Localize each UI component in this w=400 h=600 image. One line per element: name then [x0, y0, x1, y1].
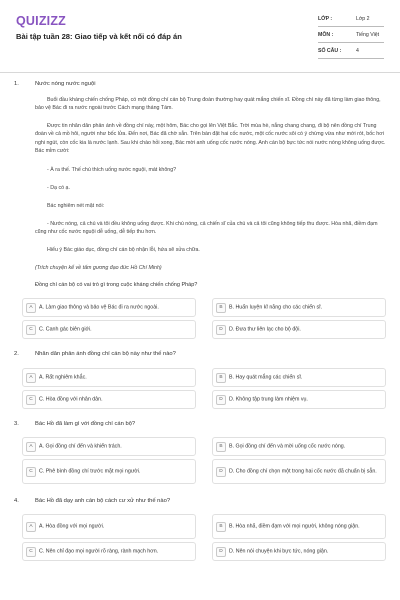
question-number: 2.	[14, 351, 19, 357]
answer-option[interactable]	[22, 542, 196, 561]
meta-underline	[318, 26, 384, 27]
quizizz-logo: QUIZIZZ	[16, 14, 67, 28]
meta-label: MÔN :	[318, 32, 334, 38]
answer-option[interactable]	[212, 298, 386, 317]
option-letter: C	[26, 467, 36, 477]
option-letter: D	[216, 547, 226, 557]
option-text: D. Cho đồng chí chọn một trong hai cốc nước đã chuẩn bị sẵn.	[229, 467, 377, 474]
option-letter: D	[216, 325, 226, 335]
meta-label: LỚP :	[318, 16, 333, 22]
option-text: D. Nên nói chuyện khi bực tức, nóng giận.	[229, 547, 329, 554]
answer-option[interactable]	[22, 437, 196, 456]
passage-heading: Nước nóng nước nguội	[35, 81, 96, 87]
answer-option[interactable]	[212, 459, 386, 484]
answer-option[interactable]	[212, 368, 386, 387]
option-letter: B	[216, 373, 226, 383]
answer-option[interactable]	[22, 459, 196, 484]
question-number: 3.	[14, 421, 19, 427]
question-text: Đồng chí cán bộ có vai trò gì trong cuộc kháng chiến chống Pháp?	[35, 282, 198, 288]
option-text: A. Gọi đồng chí đến và khiển trách.	[39, 442, 122, 449]
question-number: 1.	[14, 81, 19, 87]
option-text: B. Huấn luyện kĩ năng cho các chiến sĩ.	[229, 303, 323, 310]
question-text: Nhân dân phản ánh đồng chí cán bộ này như thế nào?	[35, 351, 176, 357]
meta-label: SỐ CÂU :	[318, 48, 342, 54]
passage-paragraph: Bác nghiêm nét mặt nói:	[47, 203, 105, 209]
option-letter: A	[26, 442, 36, 452]
answer-option[interactable]	[22, 320, 196, 339]
option-text: C. Hòa đồng với nhân dân.	[39, 395, 103, 402]
worksheet-header	[0, 0, 400, 68]
passage-paragraph: - Nước nóng, cả chú và tôi đều không uống được. Khi chú nóng, cả chiến sĩ của chú và cả tôi cũng không tiếp thu được. Hòa nhã, điềm đạm cũng như cốc nước nguội dễ uống, dễ tiếp thu hơn.	[35, 221, 378, 236]
meta-value: Tiếng Việt	[356, 32, 380, 38]
passage-paragraph: - Dạ có ạ.	[47, 185, 70, 191]
answer-option[interactable]	[22, 390, 196, 409]
option-letter: D	[216, 467, 226, 477]
option-letter: A	[26, 303, 36, 313]
worksheet-title: Bài tập tuần 28: Giao tiếp và kết nối có đáp án	[16, 32, 182, 41]
option-letter: B	[216, 442, 226, 452]
option-letter: C	[26, 325, 36, 335]
answer-option[interactable]	[22, 368, 196, 387]
question-text: Bác Hồ đã làm gì với đồng chí cán bộ?	[35, 421, 136, 427]
option-letter: B	[216, 303, 226, 313]
option-letter: C	[26, 395, 36, 405]
option-text: B. Hòa nhã, điềm đạm với mọi người, không nóng giận.	[229, 522, 360, 529]
option-text: B. Gọi đồng chí đến và mời uống cốc nước nóng.	[229, 442, 346, 449]
option-letter: A	[26, 522, 36, 532]
option-text: D. Đưa thư liên lạc cho bộ đội.	[229, 325, 301, 332]
question-number: 4.	[14, 498, 19, 504]
meta-underline	[318, 58, 384, 59]
answer-option[interactable]	[212, 514, 386, 539]
option-letter: C	[26, 547, 36, 557]
option-text: C. Canh gác biên giới.	[39, 325, 92, 332]
option-letter: D	[216, 395, 226, 405]
answer-option[interactable]	[212, 390, 386, 409]
meta-underline	[318, 42, 384, 43]
option-text: A. Làm giao thông và bảo vệ Bác đi ra nước ngoài.	[39, 303, 159, 310]
answer-option[interactable]	[212, 320, 386, 339]
answer-option[interactable]	[22, 514, 196, 539]
passage-source-note: (Trích chuyện kể về tấm gương đạo đức Hồ Chí Minh)	[35, 265, 162, 271]
option-text: A. Rất nghiêm khắc.	[39, 373, 87, 380]
question-text: Bác Hồ đã dạy anh cán bộ cách cư xử như thế nào?	[35, 498, 171, 504]
option-text: B. Hay quát mắng các chiến sĩ.	[229, 373, 303, 380]
option-letter: B	[216, 522, 226, 532]
passage-paragraph: Được tin nhân dân phản ánh về đồng chí này, một hôm, Bác cho gọi lên Việt Bắc. Trời mùa hè, nắng chang chang, đi bộ nên đồng chí Trung đoàn về cả mồ hôi, người như bốc lửa. Đến nơi, Bác đã chờ sẵn. Trên bàn đặt hai cốc nước, một cốc nước sôi có ý chừng vừa như mới rót, bốc hơi nghi ngút, còn cốc kia là nước lạnh. Sau khi chào hỏi xong, Bác mời anh uống cốc nước nóng. Anh cán bộ bực tức nói nước nóng không uống được. Bác mỉm cười:	[35, 123, 386, 155]
option-text: A. Hòa đồng với mọi người.	[39, 522, 105, 529]
passage-paragraph: - À ra thế. Thế chú thích uống nước nguội, mát không?	[47, 167, 177, 173]
meta-value: Lớp 2	[356, 16, 370, 22]
option-text: D. Không tập trung làm nhiệm vụ.	[229, 395, 308, 402]
answer-option[interactable]	[212, 437, 386, 456]
passage-paragraph: Hiểu ý Bác giáo dục, đồng chí cán bộ nhận lỗi, hứa sẽ sửa chữa.	[47, 247, 200, 253]
header-divider	[0, 72, 400, 73]
meta-value: 4	[356, 48, 359, 54]
option-text: C. Nên chỉ đạo mọi người rõ ràng, rành mạch hơn.	[39, 547, 159, 554]
option-text: C. Phê bình đồng chí trước mặt mọi người.	[39, 467, 141, 474]
answer-option[interactable]	[212, 542, 386, 561]
answer-option[interactable]	[22, 298, 196, 317]
option-letter: A	[26, 373, 36, 383]
passage-paragraph: Buổi đầu kháng chiến chống Pháp, có một đồng chí cán bộ Trung đoàn thường hay quát mắng chiến sĩ. Đồng chí này đã từng làm giao thông, bảo vệ Bác đi ra nước ngoài trước Cách mạng tháng Tám.	[35, 97, 381, 112]
